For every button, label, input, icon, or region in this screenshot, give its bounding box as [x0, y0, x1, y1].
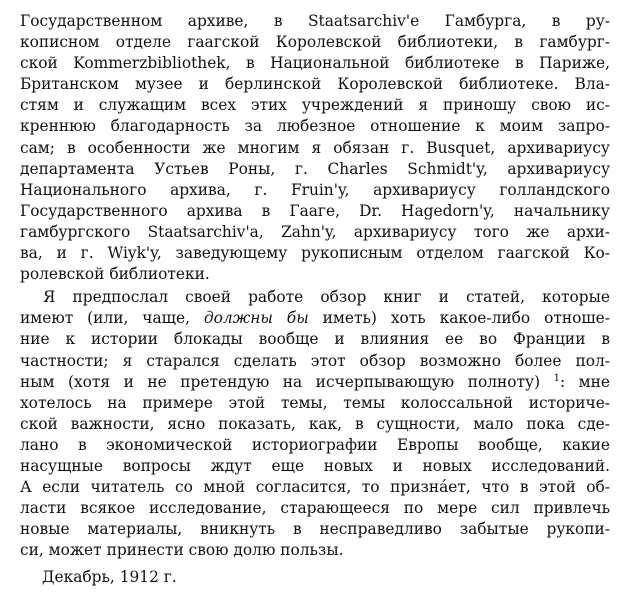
italic-emphasis: должны бы: [203, 309, 309, 328]
text-line: новые материалы, вникнуть в несправедливо забытые рукопи-: [20, 520, 610, 539]
text-run: иметь) хоть какое-либо отноше-: [308, 309, 610, 328]
text-line: си, может принести свою долю пользы.: [20, 541, 344, 560]
text-run: имеют (или, чаще,: [20, 309, 204, 328]
text-line: А если читатель со мной согласится, то признáет, что в этой об-: [20, 478, 610, 497]
text-line: стям и служащим всех этих учреждений я приношу свою ис-: [20, 96, 610, 115]
text-line: ской важности, ясно показать, как, в сущности, мало пока сде-: [20, 414, 610, 433]
text-run: ным (хотя и не претендую на исчерпывающую полноту): [20, 372, 554, 391]
text-line: [20, 372, 610, 393]
paragraph-bibliography-note: [20, 287, 610, 561]
text-line: ской Kommerzbibliothek, в Национальной библиотеке в Париже,: [20, 54, 610, 73]
text-line: департамента Устьев Роны, г. Charles Schmidt'y, архивариусу: [20, 159, 610, 178]
text-line: гамбургского Staatsarchiv'a, Zahn'y, архивариусу того же архи-: [20, 222, 610, 241]
text-line: лано в экономической историографии Европы вообще, какие: [20, 435, 610, 454]
text-line: кописном отделе гаагской Королевской библиотеки, в гамбург-: [20, 33, 610, 52]
text-line: [20, 308, 610, 329]
text-line: Я предпослал своей работе обзор книг и статей, которые: [43, 288, 610, 307]
text-line: ролевской библиотеки.: [20, 265, 210, 284]
text-line: сам; в особенности же многим я обязан г. Busquet, архивариусу: [20, 138, 610, 157]
text-line: насущные вопросы ждут еще новых и новых исследований.: [20, 456, 610, 475]
text-line: ва, и г. Wiyk'y, заведующему рукописным отделом гаагской Ко-: [20, 244, 610, 263]
signature-date: Декабрь, 1912 г.: [42, 568, 177, 586]
text-line: Государственном архиве, в Staatsarchiv'e Гамбурга, в ру-: [20, 12, 610, 30]
paragraph-acknowledgements: [20, 11, 610, 285]
text-run: : мне: [559, 372, 610, 391]
text-line: ласти всякое исследование, старающееся по мере сил привлечь: [20, 499, 610, 518]
text-line: ние к истории блокады вообще и влияния ее во Франции в: [20, 330, 610, 349]
text-line: креннюю благодарность за любезное отношение к моим запро-: [20, 117, 610, 136]
text-line: Национального архива, г. Fruin'y, архивариусу голландского: [20, 180, 610, 199]
footnote-marker: 1: [553, 372, 560, 384]
text-line: хотелось на примере этой темы, темы колоссальной историче-: [20, 393, 610, 412]
text-line: частности; я старался сделать этот обзор возможно более пол-: [20, 351, 610, 370]
text-line: Британском музее и берлинской Королевской библиотеке. Вла-: [20, 75, 610, 94]
text-line: Государственного архива в Гааге, Dr. Hagedorn'y, начальнику: [20, 201, 610, 220]
